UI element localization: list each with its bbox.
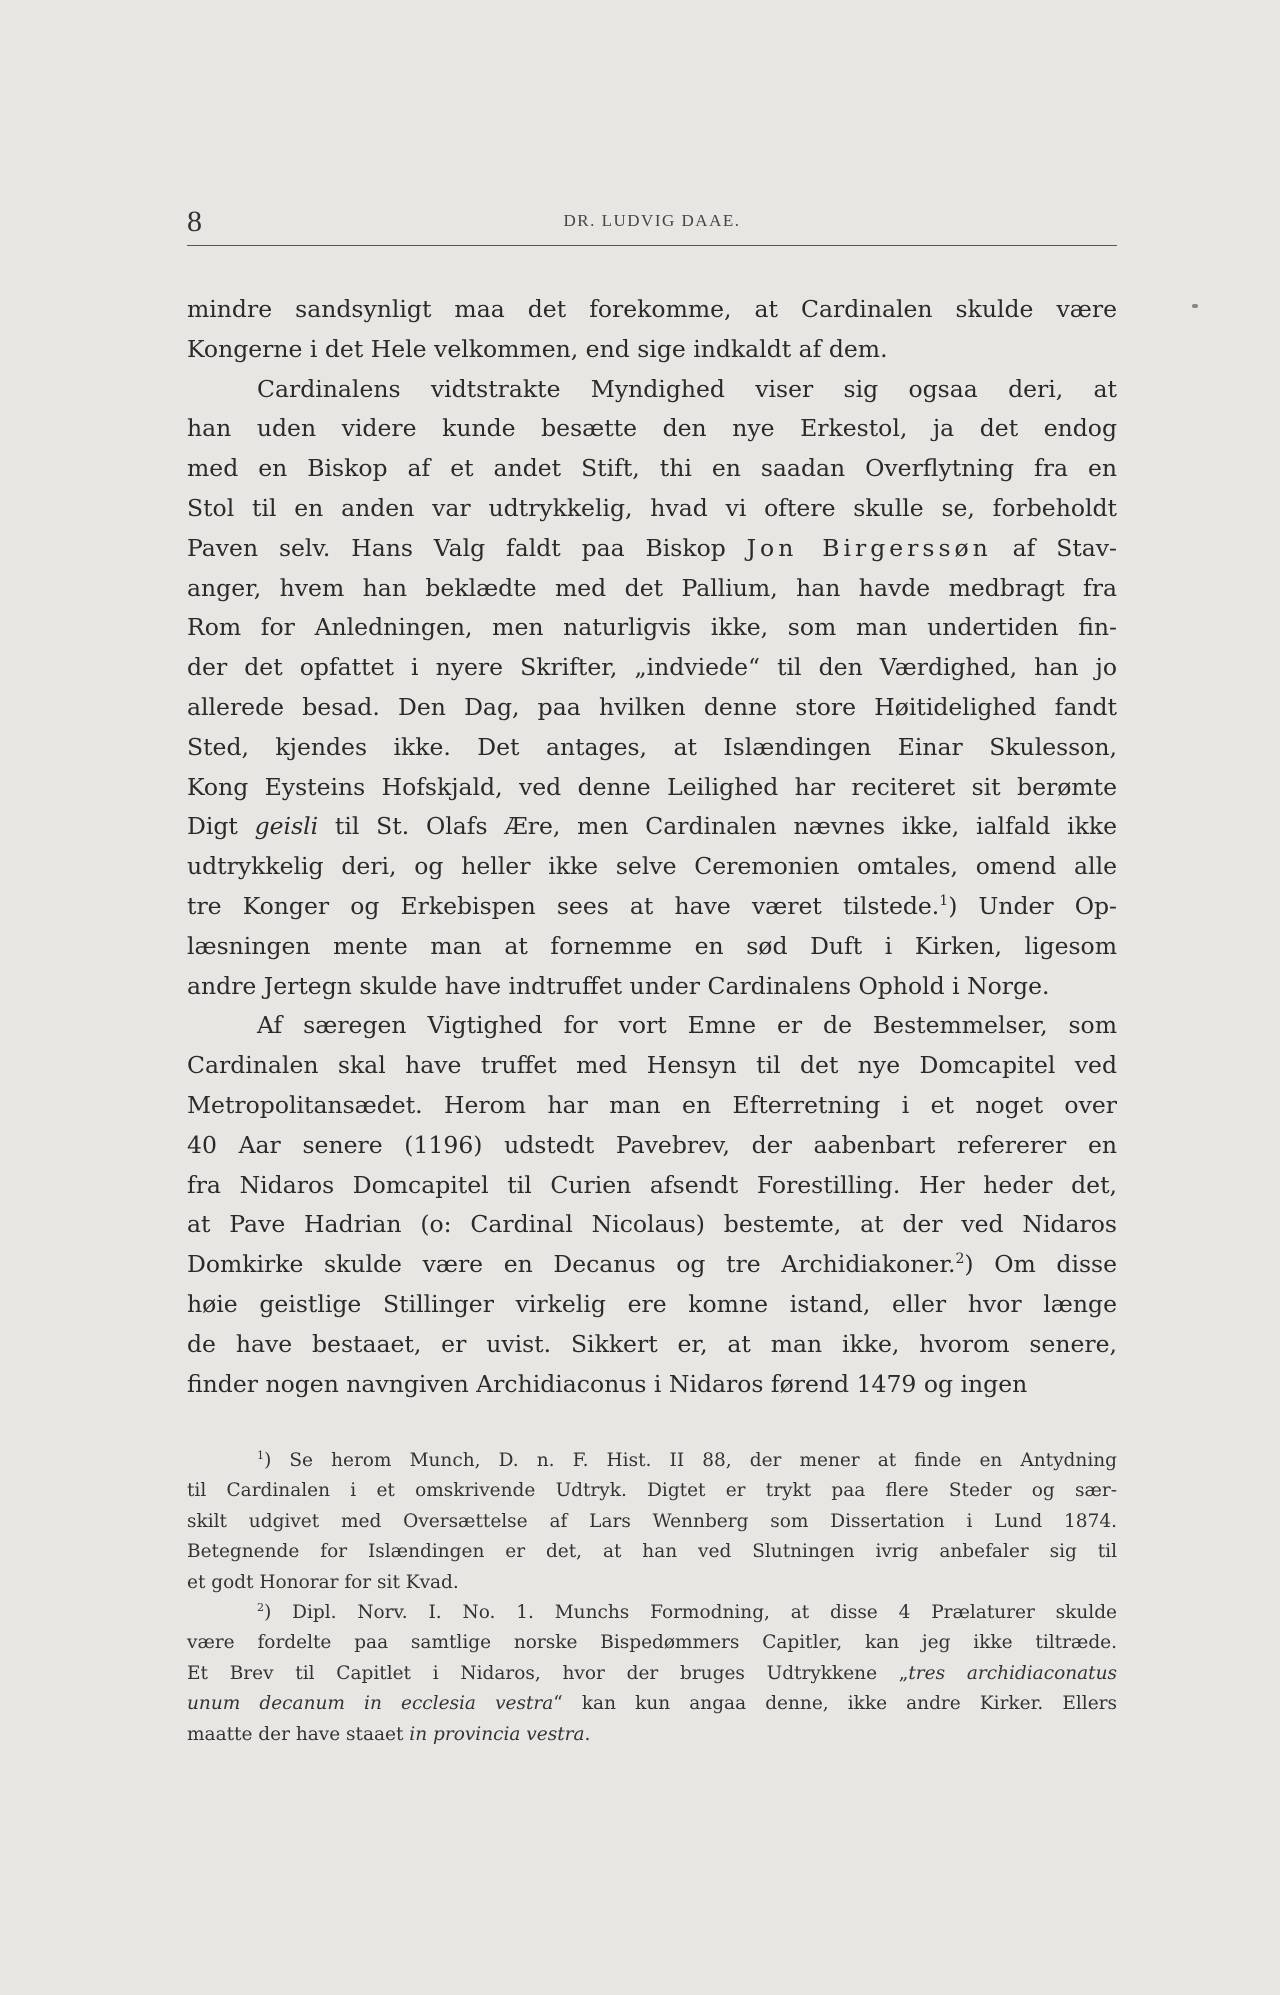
- text-line: [187, 807, 1117, 847]
- text-line: allerede besad. Den Dag, paa hvilken denne store Høitidelighed fandt: [187, 692, 1117, 721]
- footnote-ref: 2: [955, 1251, 965, 1268]
- footnote-line: [187, 1659, 1117, 1689]
- footnote-line: [187, 1689, 1117, 1719]
- text-run: “ kan kun angaa denne, ikke andre Kirker. Ellers: [553, 1693, 1117, 1715]
- footnote-line: være fordelte paa samtlige norske Bispedømmers Capitler, kan jeg ikke tiltræde.: [187, 1632, 1117, 1654]
- text-line: læsningen mente man at fornemme en sød Duft i Kirken, ligesom: [187, 931, 1117, 960]
- text-run: tre Konger og Erkebispen sees at have været tilstede.: [187, 891, 940, 920]
- footnote-line: til Cardinalen i et omskrivende Udtryk. Digtet er trykt paa flere Steder og sær-: [187, 1480, 1117, 1502]
- footnote-ref: 2: [257, 1600, 265, 1614]
- text-line: høie geistlige Stillinger virkelig ere komne istand, eller hvor længe: [187, 1289, 1117, 1318]
- text-line: Cardinalen skal have truffet med Hensyn til det nye Domcapitel ved: [187, 1051, 1117, 1080]
- text-line: han uden videre kunde besætte den nye Erkestol, ja det endog: [187, 414, 1117, 443]
- body-text: [187, 290, 1117, 1404]
- text-line: at Pave Hadrian (o: Cardinal Nicolaus) bestemte, at der ved Nidaros: [187, 1210, 1117, 1239]
- text-line: andre Jertegn skulde have indtruffet under Cardinalens Ophold i Norge.: [187, 971, 1050, 1000]
- footnote-line: et godt Honorar for sit Kvad.: [187, 1571, 459, 1593]
- text-line: 40 Aar senere (1196) udstedt Pavebrev, der aabenbart refererer en: [187, 1130, 1117, 1159]
- text-line: Cardinalens vidtstrakte Myndighed viser sig ogsaa deri, at: [257, 374, 1117, 403]
- footnote-ref: 1: [939, 893, 949, 910]
- italic-text: tres archidiaconatus: [908, 1662, 1117, 1684]
- page-number: 8: [187, 205, 202, 238]
- spaced-text: Jon Birgerssøn: [746, 533, 992, 562]
- text-run: maatte der have staaet: [187, 1723, 410, 1745]
- text-line: anger, hvem han beklædte med det Pallium, han havde medbragt fra: [187, 573, 1117, 602]
- footnote-line: [187, 1720, 1117, 1750]
- footnote-ref: 1: [257, 1448, 265, 1462]
- footnote-line: [187, 1446, 1117, 1476]
- text-line: fra Nidaros Domcapitel til Curien afsendt Forestilling. Her heder det,: [187, 1170, 1117, 1199]
- text-line: med en Biskop af et andet Stift, thi en saadan Overflytning fra en: [187, 454, 1117, 483]
- text-run: ) Dipl. Norv. I. No. 1. Munchs Formodning, at disse 4 Prælaturer skulde: [264, 1602, 1117, 1624]
- text-line: [187, 887, 1117, 927]
- text-run: Domkirke skulde være en Decanus og tre Archidiakoner.: [187, 1250, 956, 1279]
- text-line: Rom for Anledningen, men naturligvis ikke, som man undertiden fin-: [187, 613, 1117, 642]
- footnote-line: [187, 1598, 1117, 1628]
- footnotes: [187, 1446, 1117, 1750]
- text-run: til St. Olafs Ære, men Cardinalen nævnes ikke, ialfald ikke: [318, 812, 1117, 841]
- text-run: Et Brev til Capitlet i Nidaros, hvor der bruges Udtrykkene „: [187, 1662, 909, 1684]
- text-run: Digt: [187, 812, 255, 841]
- text-line: Af særegen Vigtighed for vort Emne er de Bestemmelser, som: [257, 1011, 1117, 1040]
- text-run: .: [584, 1723, 591, 1745]
- text-run: ) Se herom Munch, D. n. F. Hist. II 88, der mener at finde en Antydning: [264, 1450, 1117, 1471]
- footnote-line: Betegnende for Islændingen er det, at han ved Slutningen ivrig anbefaler sig til: [187, 1541, 1117, 1563]
- text-line: [187, 1245, 1117, 1285]
- text-line: udtrykkelig deri, og heller ikke selve Ceremonien omtales, omend alle: [187, 852, 1117, 881]
- text-run: Paven selv. Hans Valg faldt paa Biskop: [187, 533, 747, 562]
- text-line: Kongerne i det Hele velkommen, end sige indkaldt af dem.: [187, 334, 888, 363]
- footnote-line: skilt udgivet med Oversættelse af Lars Wennberg som Dissertation i Lund 1874.: [187, 1510, 1117, 1532]
- text-line: de have bestaaet, er uvist. Sikkert er, at man ikke, hvorom senere,: [187, 1329, 1117, 1358]
- text-line: Sted, kjendes ikke. Det antages, at Islændingen Einar Skulesson,: [187, 732, 1117, 761]
- text-run: af Stav-: [991, 533, 1117, 562]
- text-line: finder nogen navngiven Archidiaconus i Nidaros førend 1479 og ingen: [187, 1369, 1028, 1398]
- text-line: [187, 529, 1117, 569]
- running-head: DR. LUDVIG DAAE.: [563, 211, 741, 230]
- text-line: Metropolitansædet. Herom har man en Efterretning i et noget over: [187, 1090, 1117, 1119]
- text-run: ) Om disse: [964, 1250, 1117, 1279]
- text-run: ) Under Op-: [948, 891, 1117, 920]
- italic-text: geisli: [254, 812, 319, 841]
- italic-text: unum decanum in ecclesia vestra: [187, 1693, 554, 1715]
- ink-speck: [1192, 304, 1198, 308]
- page-header: [187, 205, 1117, 246]
- italic-text: in provincia vestra: [409, 1723, 585, 1745]
- text-line: der det opfattet i nyere Skrifter, „indviede“ til den Værdighed, han jo: [187, 653, 1117, 682]
- text-line: mindre sandsynligt maa det forekomme, at Cardinalen skulde være: [187, 295, 1117, 323]
- text-line: Kong Eysteins Hofskjald, ved denne Leilighed har reciteret sit berømte: [187, 772, 1117, 801]
- text-line: Stol til en anden var udtrykkelig, hvad vi oftere skulle se, forbeholdt: [187, 493, 1117, 522]
